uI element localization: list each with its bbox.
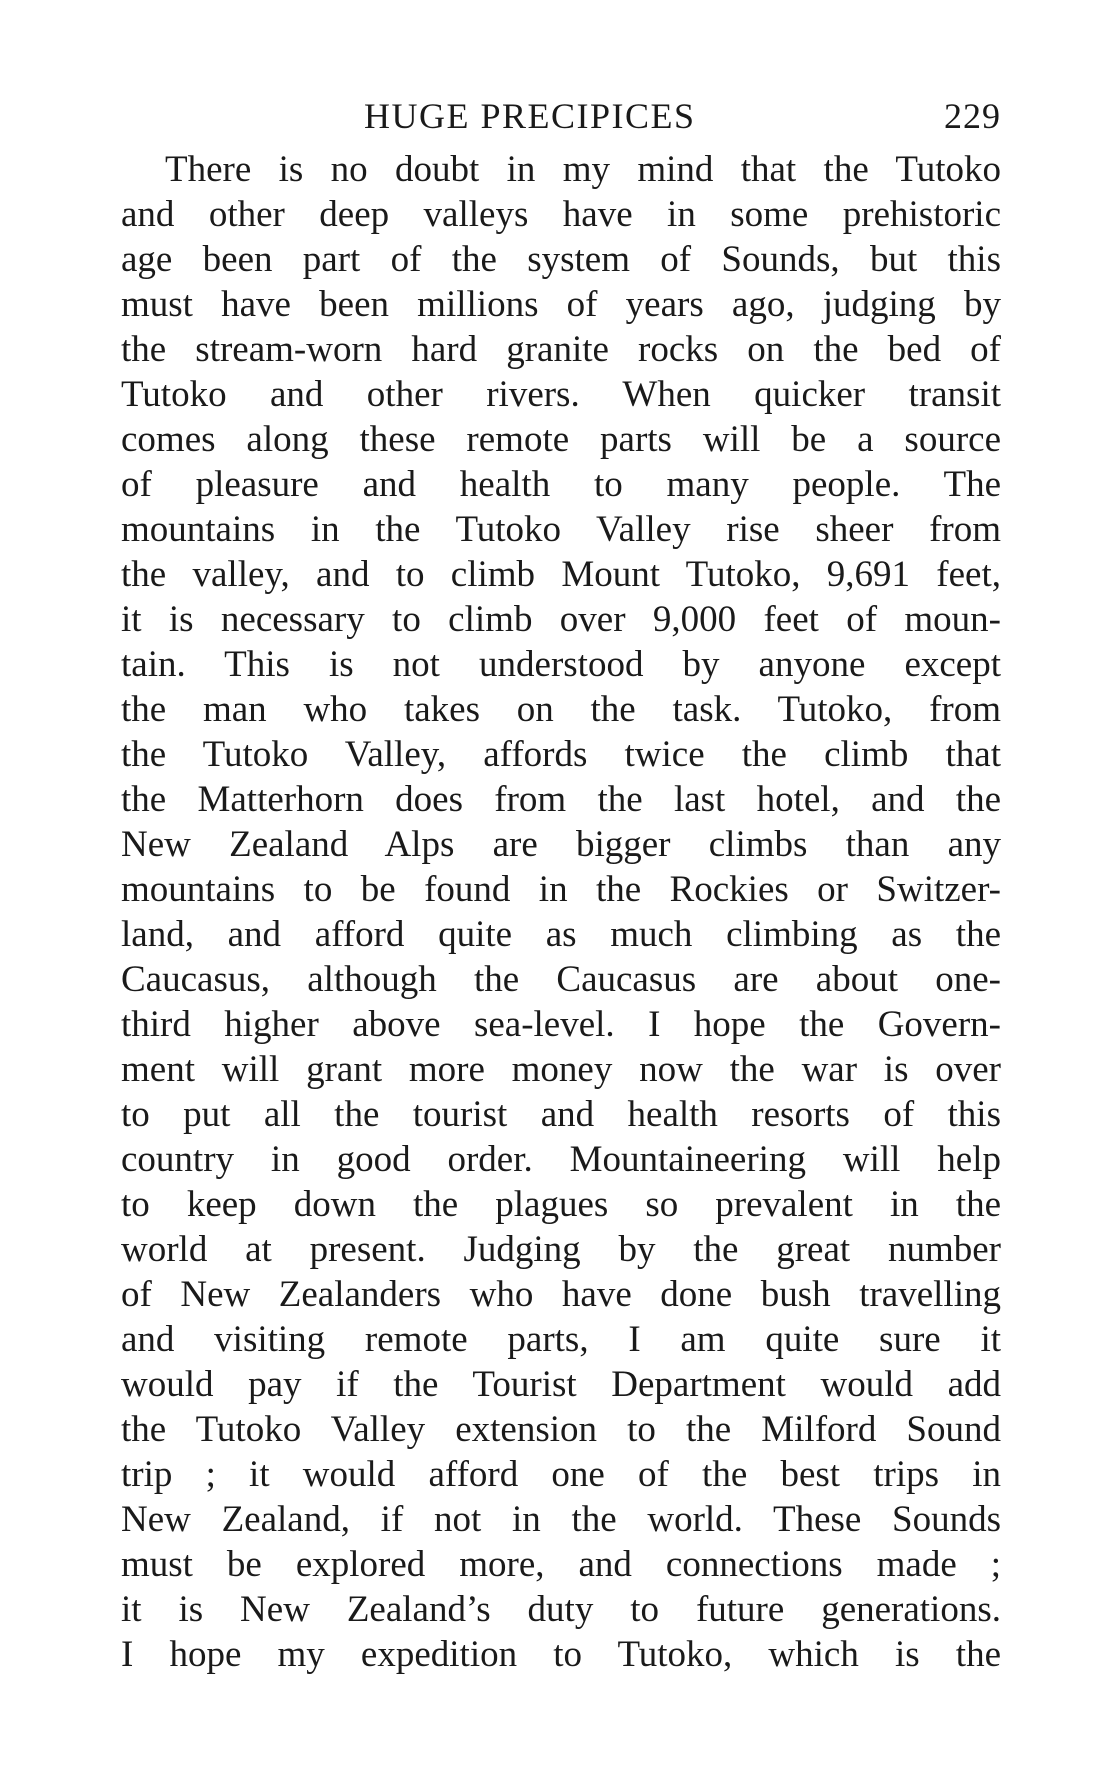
text-line: third higher above sea-level. I hope the Govern- [121,1004,1001,1045]
text-line: ment will grant more money now the war is over [121,1049,1001,1090]
text-line: the Tutoko Valley, affords twice the climb that [121,734,1001,775]
text-line: Caucasus, although the Caucasus are about one- [121,959,1001,1000]
body-paragraph [121,147,1001,1677]
text-line: the Matterhorn does from the last hotel, and the [121,779,1001,820]
text-line: it is New Zealand’s duty to future generations. [121,1589,1001,1630]
text-line: must have been millions of years ago, judging by [121,284,1001,325]
running-head-title: HUGE PRECIPICES [364,96,696,136]
text-line: There is no doubt in my mind that the Tutoko [165,149,1001,190]
text-line: mountains to be found in the Rockies or Switzer- [121,869,1001,910]
text-line: to keep down the plagues so prevalent in the [121,1184,1001,1225]
text-line: of pleasure and health to many people. The [121,464,1001,505]
text-line: country in good order. Mountaineering will help [121,1139,1001,1180]
text-line: the valley, and to climb Mount Tutoko, 9,691 feet, [121,554,1001,595]
text-line: to put all the tourist and health resorts of this [121,1094,1001,1135]
text-line: mountains in the Tutoko Valley rise sheer from [121,509,1001,550]
page-number: 229 [944,96,1001,136]
text-line: must be explored more, and connections made ; [121,1544,1001,1585]
text-line: would pay if the Tourist Department would add [121,1364,1001,1405]
text-line: New Zealand Alps are bigger climbs than any [121,824,1001,865]
text-line: and other deep valleys have in some prehistoric [121,194,1001,235]
text-line: comes along these remote parts will be a source [121,419,1001,460]
book-page [121,95,1001,1677]
text-line: Tutoko and other rivers. When quicker transit [121,374,1001,415]
text-line: land, and afford quite as much climbing as the [121,914,1001,955]
running-head [121,95,1001,147]
text-line: it is necessary to climb over 9,000 feet of moun- [121,599,1001,640]
text-line: and visiting remote parts, I am quite sure it [121,1319,1001,1360]
text-line: trip ; it would afford one of the best trips in [121,1454,1001,1495]
text-line: world at present. Judging by the great number [121,1229,1001,1270]
text-line: age been part of the system of Sounds, but this [121,239,1001,280]
text-line: the Tutoko Valley extension to the Milford Sound [121,1409,1001,1450]
text-line: I hope my expedition to Tutoko, which is the [121,1634,1001,1675]
text-line: of New Zealanders who have done bush travelling [121,1274,1001,1315]
text-line: tain. This is not understood by anyone except [121,644,1001,685]
text-line: the stream-worn hard granite rocks on the bed of [121,329,1001,370]
text-line: New Zealand, if not in the world. These Sounds [121,1499,1001,1540]
text-line: the man who takes on the task. Tutoko, from [121,689,1001,730]
